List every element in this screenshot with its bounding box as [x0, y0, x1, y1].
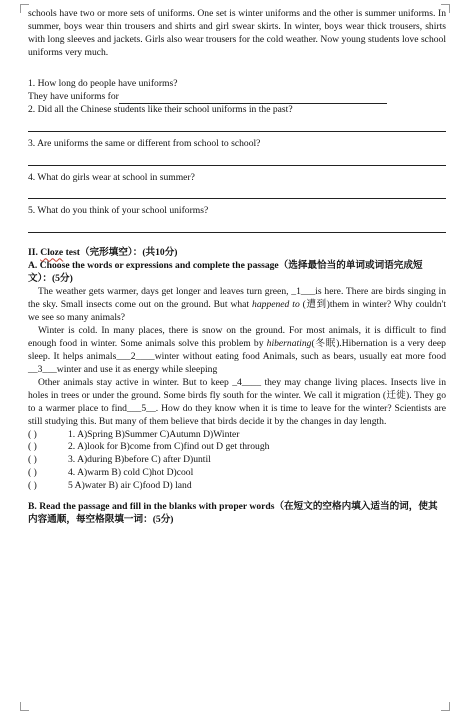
page-corner-mark: [441, 702, 450, 711]
option-row-5[interactable]: ( ) 5 A)water B) air C)food D) land: [28, 480, 192, 492]
answer-1-blank[interactable]: [119, 93, 387, 104]
cloze-paragraph-3: Other animals stay active in winter. But to keep _4____ they may change living places. Insects live in holes in trees or under the ground. Some birds fly south for the winter. We call it migration (迁徙). They go to a warmer place to find___5__. How do they know when it is time to leave for the winter? Scientists are still studying this. But many of them believe that birds decide it by the changes in day length.: [28, 376, 446, 427]
section-heading: II. Cloze test（完形填空）：(共10分): [28, 247, 178, 259]
page-corner-mark: [20, 702, 29, 711]
answer-3-line[interactable]: [28, 151, 446, 166]
option-row-2[interactable]: ( ) 2. A)look for B)come from C)find out D get through: [28, 441, 270, 453]
cloze-paragraph-2: Winter is cold. In many places, there is snow on the ground. For most animals, it is difficult to find enough food in winter. Some animals solve this problem by hibernating(冬眠).Hibernation is a very deep sleep. It helps animals___2____winter without eating food Animals, such as bears, usually eat more food __3___winter and use it as energy while sleeping: [28, 325, 446, 375]
document-page: [28, 8, 446, 527]
answer-4-line[interactable]: [28, 184, 446, 199]
option-row-1[interactable]: ( ) 1. A)Spring B)Summer C)Autumn D)Winter: [28, 428, 240, 440]
question-1: 1. How long do people have uniforms?: [28, 77, 178, 89]
answer-5-line[interactable]: [28, 218, 446, 233]
reading-paragraph: schools have two or more sets of uniforms. One set is winter uniforms and the other is summer uniforms. In summer, boys wear thin trousers and shirts and girl swear skirts. In winter, boys wear thick trousers, shirts with long sleeves and jackets. Girls also wear trousers for the cold weather. Now young students love school uniforms very much.: [28, 8, 446, 58]
section-a-instruction: A. Choose the words or expressions and complete the passage（选择最恰当的单词或词语完成短文）：(5分): [28, 260, 423, 285]
question-4: 4. What do girls wear at school in summer?: [28, 171, 195, 183]
question-5: 5. What do you think of your school uniforms?: [28, 205, 209, 217]
question-2: 2. Did all the Chinese students like their school uniforms in the past?: [28, 103, 293, 115]
question-3: 3. Are uniforms the same or different from school to school?: [28, 137, 261, 149]
answer-1-prefix: They have uniforms for: [28, 90, 119, 102]
answer-2-line[interactable]: [28, 117, 446, 132]
option-row-4[interactable]: ( ) 4. A)warm B) cold C)hot D)cool: [28, 467, 194, 479]
cloze-word: Cloze: [40, 247, 64, 259]
cloze-paragraph-1: The weather gets warmer, days get longer and leaves turn green, _1___is here. There are birds singing in the sky. Small insects come out on the ground. But what happened to (遭到)them in winter? Why couldn't we see so many animals?: [28, 286, 446, 324]
answer-1-line[interactable]: [28, 91, 446, 104]
section-b-instruction: B. Read the passage and fill in the blanks with proper words（在短文的空格内填入适当的词，使其内容通顺，每空格限填一词：(5分): [28, 501, 438, 526]
option-row-3[interactable]: ( ) 3. A)during B)before C) after D)until: [28, 454, 211, 466]
